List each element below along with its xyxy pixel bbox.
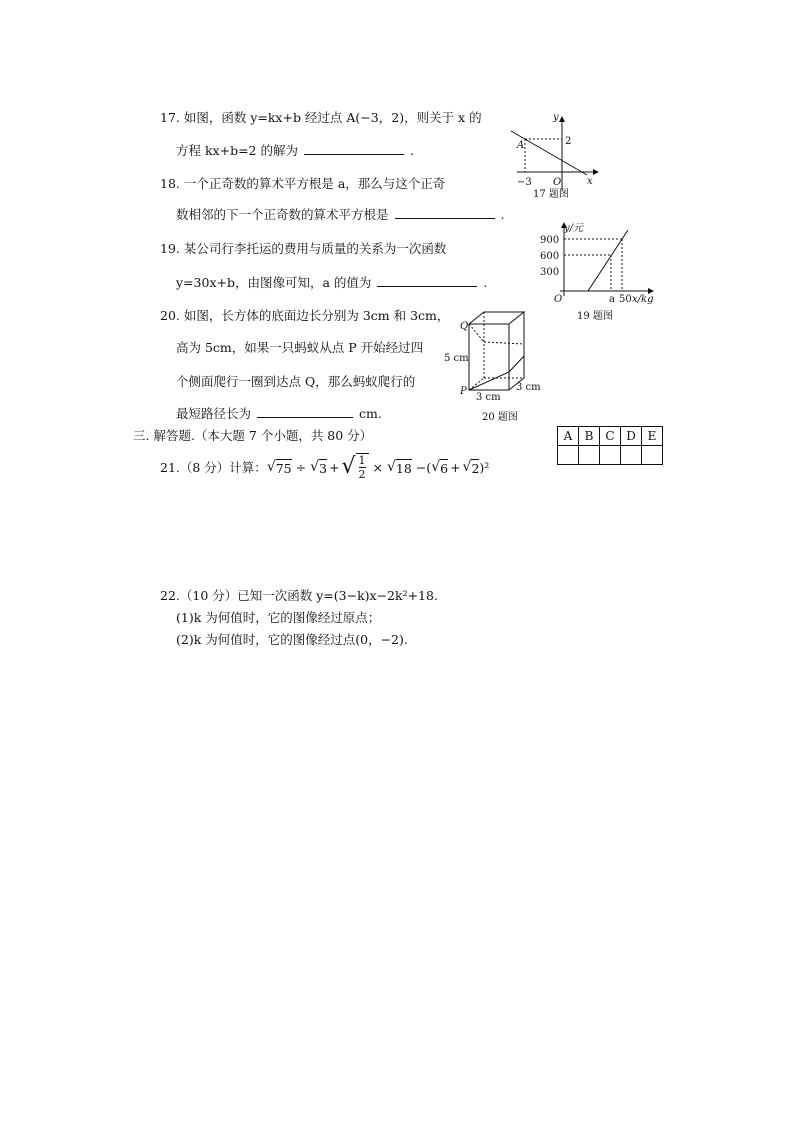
fig19-tick-900: 900 [540, 235, 560, 246]
q19-answer-blank[interactable] [377, 275, 477, 287]
fig20-path-back [484, 342, 524, 344]
q17-line2 [176, 141, 414, 159]
q18-answer-blank[interactable] [395, 207, 495, 219]
q22-line3: (2)k 为何值时，它的图像经过点(0，−2). [176, 632, 408, 647]
fig20-path-right [509, 356, 524, 372]
q22-line1: 22.（10 分）已知一次函数 y=(3−k)x−2k²+18. [160, 588, 438, 603]
q21-radicand-3: 3 [319, 460, 327, 476]
fig17-point-a: A [517, 140, 525, 151]
q21-close: )² [479, 459, 490, 475]
sqrt-icon: √ [341, 454, 356, 479]
q19-line2 [176, 273, 487, 291]
q21-fraction [356, 453, 369, 481]
fig19-origin: O [554, 294, 563, 305]
q21-numerator: 1 [358, 454, 366, 467]
q18-line2-end: . [500, 207, 505, 222]
sqrt-icon: √ [462, 459, 472, 475]
answer-box-cell[interactable] [642, 446, 663, 465]
fig19-y-label: y/元 [564, 223, 584, 234]
q21-plus: + [329, 459, 340, 475]
section3-title: 三. 解答题.（本大题 7 个小题，共 80 分） [133, 428, 373, 443]
q21-expression [160, 450, 489, 484]
q20-line4-end: cm. [358, 406, 382, 421]
fig17-caption: 17 题图 [533, 189, 569, 200]
fig19-tick-600: 600 [540, 251, 560, 262]
q20-line4 [176, 404, 382, 422]
q21-minus: −( [415, 459, 432, 475]
answer-box-cell[interactable] [600, 446, 621, 465]
fig20-top-face [469, 312, 524, 324]
q17-line1: 17. 如图，函数 y=kx+b 经过点 A(−3，2)，则关于 x 的 [160, 110, 482, 125]
q18-line2-text: 数相邻的下一个正奇数的算术平方根是 [176, 207, 389, 222]
fig19-tick-50: 50 [619, 294, 632, 305]
sqrt-icon: √ [387, 459, 396, 475]
q21-prefix: 21.（8 分）计算： [160, 460, 267, 475]
fig20-label-p: P [460, 386, 467, 397]
answer-box-header: B [579, 427, 600, 446]
fig20-path-left [469, 324, 484, 342]
q21-radicand-6: 6 [440, 460, 449, 476]
q21-plus2: + [450, 459, 461, 475]
sqrt-icon: √ [431, 459, 441, 475]
sqrt-icon: √ [266, 459, 276, 475]
answer-box-input-row [558, 446, 663, 465]
fig20-depth: 3 cm [516, 382, 541, 393]
fig17-x-label: x [587, 176, 593, 187]
q20-answer-blank[interactable] [257, 406, 353, 418]
q18-line2 [176, 205, 504, 223]
answer-box-cell[interactable] [579, 446, 600, 465]
answer-box-header: D [621, 427, 642, 446]
fig17-y-arrow [559, 116, 565, 122]
fig20-path-front [469, 372, 509, 390]
q21-radicand-18: 18 [395, 460, 412, 476]
q21-denominator: 2 [358, 468, 366, 481]
q17-answer-blank[interactable] [304, 143, 404, 155]
fig17-x-arrow [593, 169, 599, 175]
q19-line2-end: . [483, 275, 488, 290]
fig19-tick-300: 300 [540, 267, 560, 278]
q20-line4-text: 最短路径长为 [176, 406, 252, 421]
q20-line2: 高为 5cm，如果一只蚂蚁从点 P 开始经过四 [176, 340, 424, 355]
figure-19 [536, 218, 662, 306]
answer-box-header: C [600, 427, 621, 446]
fig17-tick-2: 2 [565, 136, 572, 147]
fig17-line [511, 131, 587, 175]
answer-box-header: A [558, 427, 579, 446]
q19-line1: 19. 某公司行李托运的费用与质量的关系为一次函数 [160, 241, 447, 256]
q22-line2: (1)k 为何值时，它的图像经过原点； [176, 610, 381, 625]
fig19-caption: 19 题图 [577, 311, 613, 322]
q20-line1: 20. 如图，长方体的底面边长分别为 3cm 和 3cm， [160, 308, 450, 323]
q20-line3: 个侧面爬行一圈到达点 Q，那么蚂蚁爬行的 [176, 374, 416, 389]
q19-line2-text: y=30x+b，由图像可知，a 的值为 [176, 275, 372, 290]
answer-box-header-row [558, 427, 663, 446]
q21-radicand-75: 75 [275, 460, 292, 476]
q21-times: × [372, 459, 383, 475]
sqrt-icon: √ [310, 459, 320, 475]
fig20-front-face [469, 324, 509, 390]
answer-box-header: E [642, 427, 663, 446]
fig19-x-label: x/kg [632, 294, 654, 305]
q18-line1: 18. 一个正奇数的算术平方根是 a，那么与这个正奇 [160, 176, 446, 191]
q21-radicand-2: 2 [471, 460, 480, 476]
fig20-label-q: Q [460, 321, 469, 332]
fig19-tick-a: a [609, 294, 615, 305]
fig20-width: 3 cm [476, 392, 501, 402]
fig17-origin: O [553, 177, 562, 188]
q21-div: ÷ [295, 459, 307, 475]
fig17-tick-neg3: −3 [517, 177, 532, 188]
q17-line2-end: . [409, 143, 414, 158]
q17-line2-text: 方程 kx+b=2 的解为 [176, 143, 298, 158]
answer-box-cell[interactable] [621, 446, 642, 465]
fig20-height: 5 cm [444, 353, 469, 364]
answer-box-cell[interactable] [558, 446, 579, 465]
fig17-y-label: y [553, 112, 559, 123]
fig20-caption: 20 题图 [482, 412, 518, 423]
answer-box [557, 426, 663, 465]
figure-20 [444, 304, 554, 402]
